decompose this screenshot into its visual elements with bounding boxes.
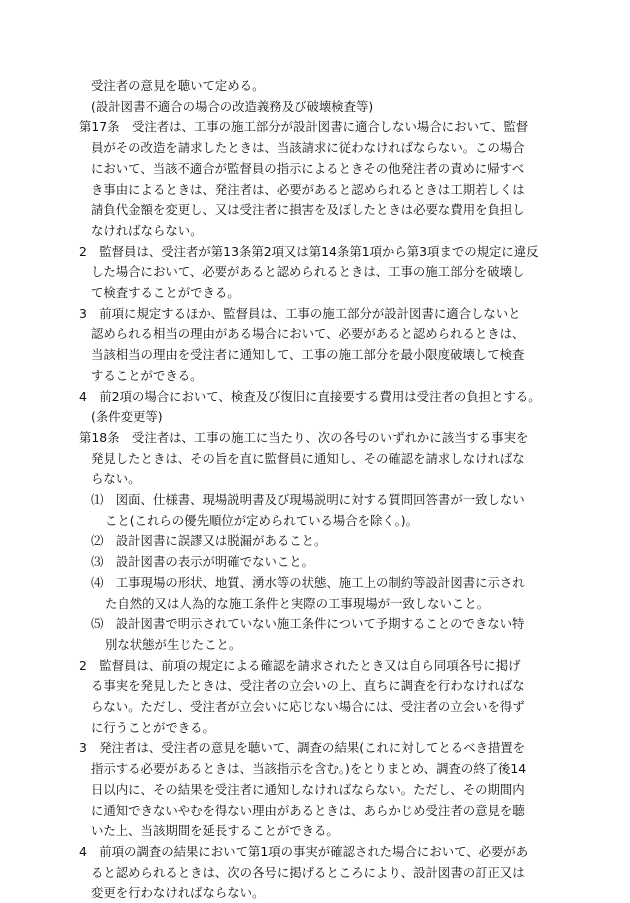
text-line: る事実を発見したときは、受注者の立会いの上、直ちに調査を行わなければな	[91, 678, 525, 693]
text-line: 変更を行わなければならない。	[91, 885, 265, 900]
section-heading: (条件変更等)	[91, 409, 163, 424]
paragraph-4-line: 4 前2項の場合において、検査及び復旧に直接要する費用は受注者の負担とする。	[79, 389, 541, 404]
text-line: することができる。	[91, 368, 203, 383]
text-line: て検査することができる。	[91, 285, 240, 300]
paragraph-2-line: 2 監督員は、前項の規定による確認を請求されたとき又は自ら同項各号に掲げ	[79, 658, 521, 673]
text-line: 請負代金額を変更し、又は受注者に損害を及ぼしたときは必要な費用を負担し	[91, 202, 525, 217]
item-5-line: ⑸ 設計図書で明示されていない施工条件について予期することのできない特	[91, 616, 525, 631]
item-2-line: ⑵ 設計図書に誤謬又は脱漏があること。	[91, 533, 327, 548]
text-line: に通知できないやむを得ない理由があるときは、あらかじめ受注者の意見を聴	[91, 803, 525, 818]
text-line: いた上、当該期間を延長することができる。	[91, 823, 339, 838]
text-line: 指示する必要があるときは、当該指示を含む。)をとりまとめ、調査の終了後14	[91, 761, 527, 776]
item-4-line: ⑷ 工事現場の形状、地質、湧水等の状態、施工上の制約等設計図書に示され	[91, 575, 525, 590]
text-line: 日以内に、その結果を受注者に通知しなければならない。ただし、その期間内	[91, 782, 525, 797]
paragraph-2-line: 2 監督員は、受注者が第13条第2項又は第14条第1項から第3項までの規定に違反	[79, 244, 539, 259]
text-line: 別な状態が生じたこと。	[105, 637, 242, 652]
text-line: 当該相当の理由を受注者に通知して、工事の施工部分を最小限度破壊して検査	[91, 347, 525, 362]
paragraph-4-line: 4 前項の調査の結果において第1項の事実が確認された場合において、必要があ	[79, 844, 529, 859]
text-line: き事由によるときは、発注者は、必要があると認められるときは工期若しくは	[91, 182, 525, 197]
text-line: した場合において、必要があると認められるときは、工事の施工部分を破壊し	[91, 264, 525, 279]
text-line: 員がその改造を請求したときは、当該請求に従わなければならない。この場合	[91, 140, 525, 155]
text-line: た自然的又は人為的な施工条件と実際の工事現場が一致しないこと。	[105, 596, 490, 611]
paragraph-3-line: 3 前項に規定するほか、監督員は、工事の施工部分が設計図書に適合しないと	[79, 306, 521, 321]
item-1-line: ⑴ 図面、仕様書、現場説明書及び現場説明に対する質問回答書が一致しない	[91, 492, 525, 507]
text-line: こと(これらの優先順位が定められている場合を除く。)。	[105, 513, 418, 528]
article-18-line: 第18条 受注者は、工事の施工に当たり、次の各号のいずれかに該当する事実を	[79, 430, 529, 445]
section-heading: (設計図書不適合の場合の改造義務及び破壊検査等)	[91, 99, 374, 114]
text-line: ると認められるときは、次の各号に掲げるところにより、設計図書の訂正又は	[91, 865, 525, 880]
item-3-line: ⑶ 設計図書の表示が明確でないこと。	[91, 554, 315, 569]
text-line: 受注者の意見を聴いて定める。	[91, 78, 265, 93]
text-line: 発見したときは、その旨を直に監督員に通知し、その確認を請求しなければな	[91, 451, 525, 466]
text-line: に行うことができる。	[91, 720, 215, 735]
paragraph-3-line: 3 発注者は、受注者の意見を聴いて、調査の結果(これに対してとるべき措置を	[79, 740, 526, 755]
text-line: らない。	[91, 471, 141, 486]
text-line: 認められる相当の理由がある場合において、必要があると認められるときは、	[91, 326, 525, 341]
text-line: らない。ただし、受注者が立会いに応じない場合には、受注者の立会いを得ず	[91, 699, 525, 714]
article-17-line: 第17条 受注者は、工事の施工部分が設計図書に適合しない場合において、監督	[79, 119, 529, 134]
text-line: において、当該不適合が監督員の指示によるときその他発注者の責めに帰すべ	[91, 161, 525, 176]
text-line: なければならない。	[91, 223, 203, 238]
